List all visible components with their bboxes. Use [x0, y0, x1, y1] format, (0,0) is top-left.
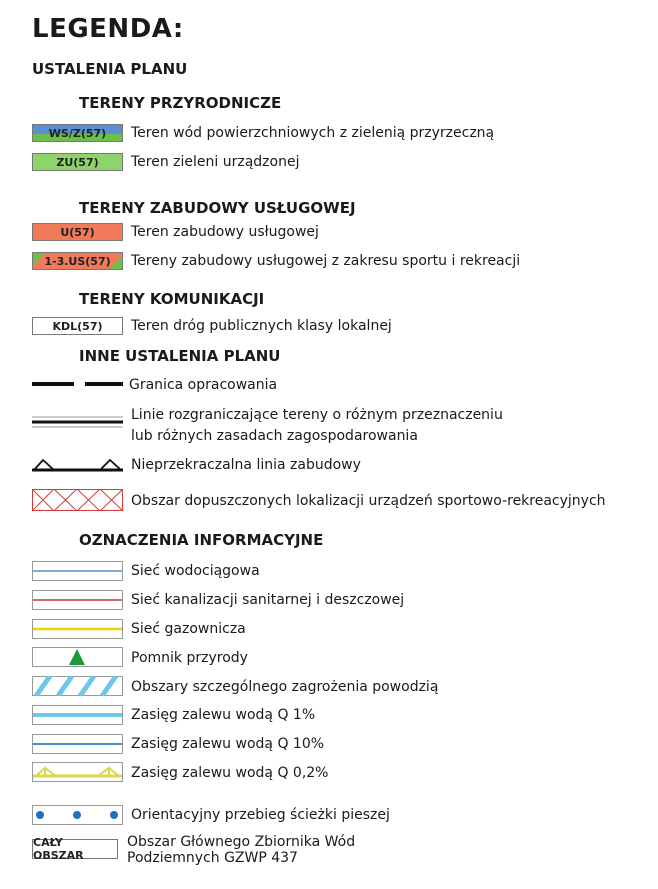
info-label: Sieć wodociągowa — [131, 563, 260, 579]
other-label: Granica opracowania — [129, 377, 278, 393]
flood-q02-line-icon — [32, 762, 123, 782]
zone-swatch-u — [32, 223, 123, 241]
plan-header: USTALENIA PLANU — [32, 60, 188, 78]
zone-code: WS/Z(57) — [48, 126, 107, 140]
zone-swatch-kdl — [32, 317, 123, 335]
zone-code: U(57) — [60, 225, 95, 239]
zone-swatch-zu — [32, 153, 123, 171]
info-label: Sieć gazownicza — [131, 621, 246, 637]
gas-network-icon — [32, 619, 123, 639]
aquifer-label: Obszar Głównego Zbiornika Wód — [127, 834, 356, 850]
section-natural: TERENY PRZYRODNICZE — [79, 94, 282, 112]
flood-hazard-hatch-icon — [32, 676, 123, 696]
flood-q1-line-icon — [32, 705, 123, 725]
sewer-network-icon — [32, 590, 123, 610]
water-network-icon — [32, 561, 123, 581]
info-label: Zasięg zalewu wodą Q 1% — [131, 707, 316, 723]
info-label: Obszary szczególnego zagrożenia powodzią — [131, 679, 439, 695]
zone-code: 1-3.US(57) — [44, 254, 111, 268]
section-info: OZNACZENIA INFORMACYJNE — [79, 531, 324, 549]
other-label: Nieprzekraczalna linia zabudowy — [131, 457, 361, 473]
flood-q10-line-icon — [32, 734, 123, 754]
other-label: lub różnych zasadach zagospodarowania — [131, 428, 418, 444]
zone-label: Teren zabudowy usługowej — [131, 224, 319, 240]
info-label: Pomnik przyrody — [131, 650, 248, 666]
info-label: Sieć kanalizacji sanitarnej i deszczowej — [131, 592, 405, 608]
aquifer-code: CAŁY OBSZAR — [33, 836, 84, 862]
section-services: TERENY ZABUDOWY USŁUGOWEJ — [79, 199, 356, 217]
section-other: INNE USTALENIA PLANU — [79, 347, 281, 365]
solid-division-line-icon — [32, 412, 123, 432]
zone-label: Teren wód powierzchniowych z zielenią przyrzeczną — [131, 125, 495, 141]
building-line-icon — [32, 455, 123, 475]
legend-title: LEGENDA: — [32, 14, 184, 44]
zone-label: Teren zieleni urządzonej — [131, 154, 300, 170]
other-label: Obszar dopuszczonych lokalizacji urządzeń sportowo-rekreacyjnych — [131, 493, 606, 509]
section-transport: TERENY KOMUNIKACJI — [79, 290, 265, 308]
aquifer-swatch — [32, 836, 118, 862]
zone-code: KDL(57) — [52, 319, 103, 333]
zone-label: Tereny zabudowy usługowej z zakresu sportu i rekreacji — [131, 253, 521, 269]
info-label: Zasięg zalewu wodą Q 0,2% — [131, 765, 329, 781]
other-label: Linie rozgraniczające tereny o różnym przeznaczeniu — [131, 407, 503, 423]
zone-swatch-ws-z — [32, 124, 123, 142]
nature-monument-icon — [32, 647, 123, 667]
info-label: Zasięg zalewu wodą Q 10% — [131, 736, 325, 752]
zone-swatch-us — [32, 252, 123, 270]
footpath-dots-icon — [32, 805, 123, 825]
zone-label: Teren dróg publicznych klasy lokalnej — [131, 318, 392, 334]
sports-area-hatch-icon — [32, 489, 123, 511]
dashed-boundary-line-icon — [32, 374, 123, 394]
info-label: Orientacyjny przebieg ścieżki pieszej — [131, 807, 390, 823]
aquifer-label: Podziemnych GZWP 437 — [127, 850, 298, 866]
zone-code: ZU(57) — [56, 155, 99, 169]
